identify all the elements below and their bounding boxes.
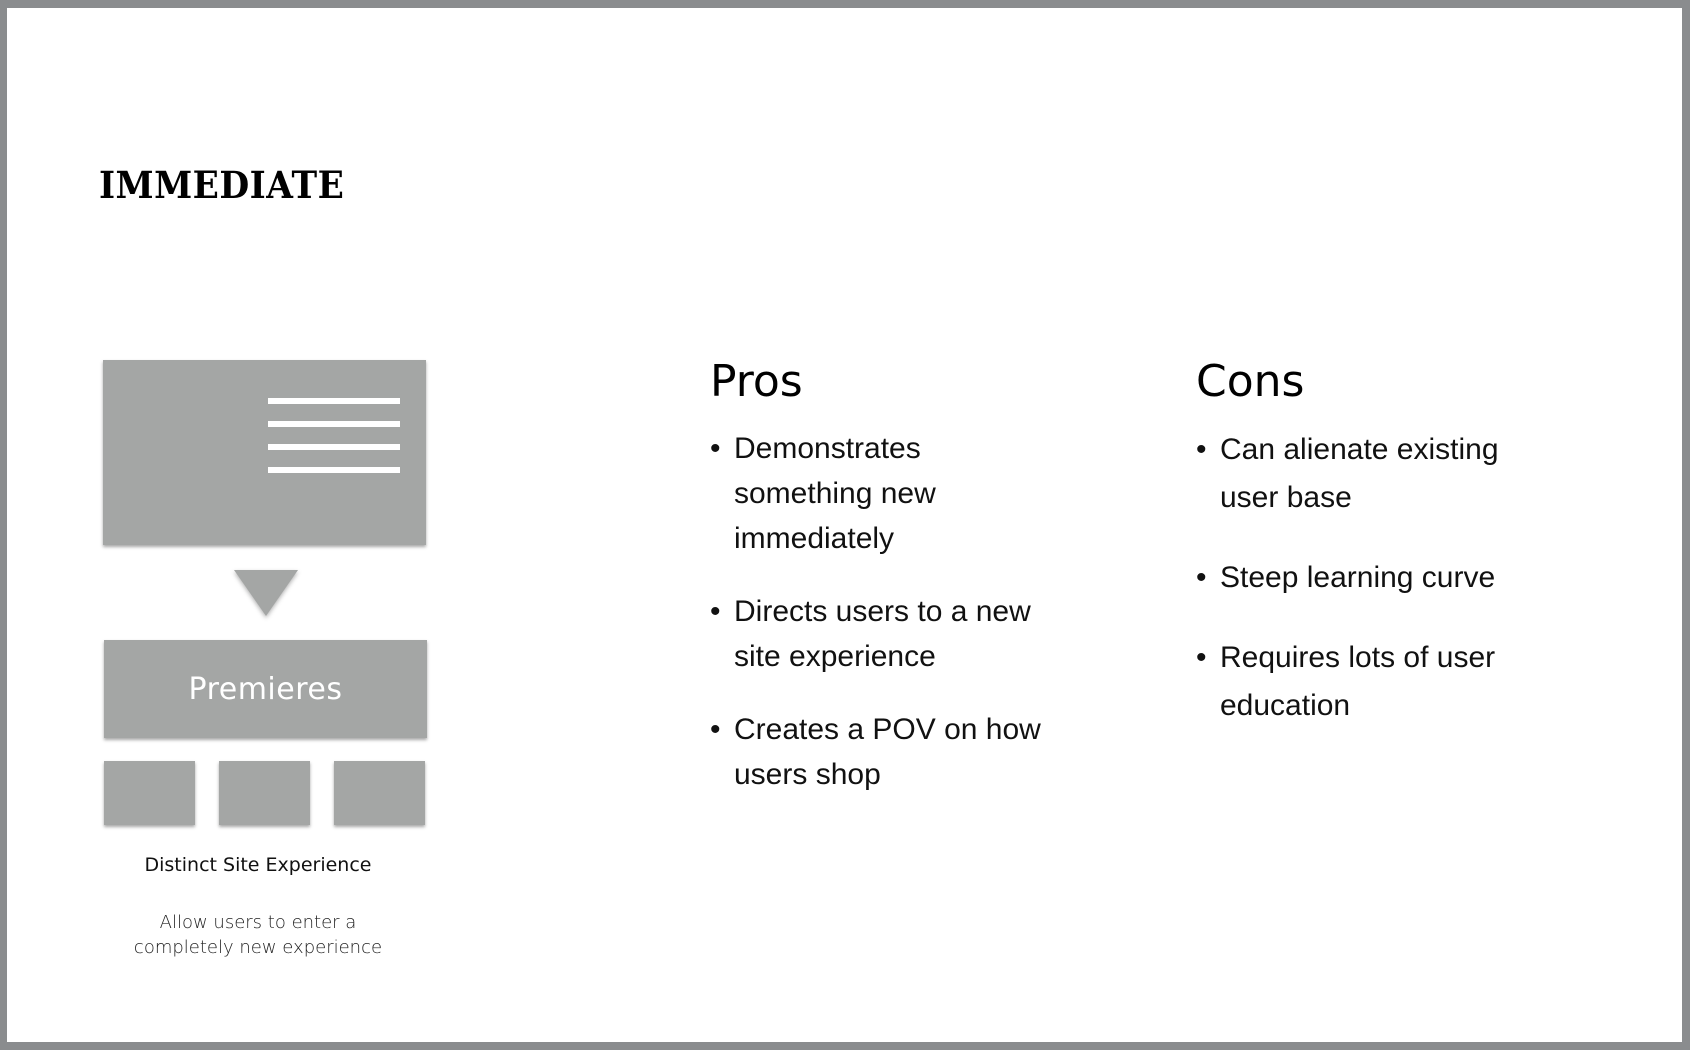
pros-heading: Pros [710,356,803,407]
diagram-caption-description: Allow users to enter a completely new experience [133,912,383,958]
thumbnail-block [104,761,195,825]
thumbnail-block [334,761,425,825]
text-line [268,421,400,427]
wireframe-hero-block [103,360,426,545]
list-item: • Directs users to a new site experience [710,589,1050,679]
diagram-caption-title: Distinct Site Experience [144,854,372,876]
pros-list [710,426,1050,825]
cons-list [1196,426,1526,762]
list-item: • Can alienate existing user base [1196,426,1526,522]
text-line [268,398,400,404]
slide-title: IMMEDIATE [99,163,345,207]
slide [7,8,1682,1042]
list-item: • Demonstrates something new immediately [710,426,1050,561]
list-item: • Creates a POV on how users shop [710,707,1050,797]
cons-heading: Cons [1196,356,1305,407]
premieres-block [104,640,427,738]
list-item: • Steep learning curve [1196,554,1526,602]
thumbnail-block [219,761,310,825]
premieres-label: Premieres [188,671,343,707]
text-lines-placeholder [268,398,400,490]
text-line [268,467,400,473]
down-arrow-icon [234,570,298,616]
text-line [268,444,400,450]
list-item: • Requires lots of user education [1196,634,1526,730]
